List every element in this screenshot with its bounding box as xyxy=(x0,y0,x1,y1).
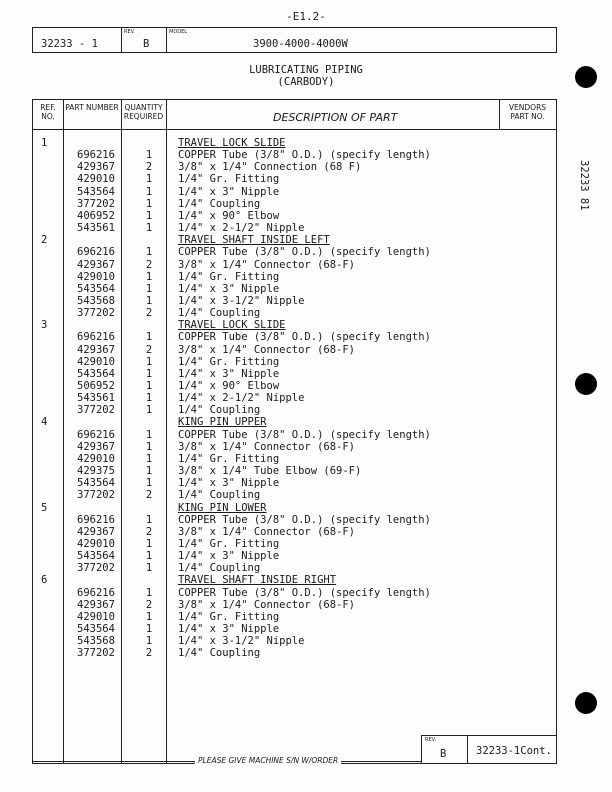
description: 1/4" x 3" Nipple xyxy=(178,367,280,380)
description: 1/4" x 2-1/2" Nipple xyxy=(178,222,305,235)
table-row xyxy=(33,344,556,356)
table-row xyxy=(33,271,556,283)
quantity: 1 xyxy=(145,477,153,490)
footer-note: PLEASE GIVE MACHINE S/N W/ORDER xyxy=(195,756,341,765)
quantity: 1 xyxy=(145,331,153,344)
punch-hole-icon xyxy=(575,373,597,395)
part-number: 543568 xyxy=(77,635,115,648)
table-row xyxy=(33,259,556,271)
column-header-ref: REF. NO. xyxy=(40,103,56,121)
table-row xyxy=(33,647,556,659)
page-number: -E1.2- xyxy=(286,10,326,23)
table-row xyxy=(33,246,556,258)
part-number: 543568 xyxy=(77,294,115,307)
ref-number: 3 xyxy=(41,319,48,332)
parts-table xyxy=(32,99,557,764)
quantity: 1 xyxy=(145,367,153,380)
part-number: 429367 xyxy=(77,343,115,356)
description: COPPER Tube (3/8" O.D.) (specify length) xyxy=(178,586,431,599)
description: 1/4" Gr. Fitting xyxy=(178,173,280,186)
part-number: 543564 xyxy=(77,282,115,295)
description: TRAVEL SHAFT INSIDE RIGHT xyxy=(178,574,337,587)
table-row xyxy=(33,210,556,222)
description: 1/4" x 3" Nipple xyxy=(178,282,280,295)
ref-number: 6 xyxy=(41,574,48,587)
quantity: 1 xyxy=(145,197,153,210)
part-number: 696216 xyxy=(77,428,115,441)
part-number: 429010 xyxy=(77,537,115,550)
description: 1/4" x 3" Nipple xyxy=(178,185,280,198)
quantity: 1 xyxy=(145,209,153,222)
column-header-description: DESCRIPTION OF PART xyxy=(273,111,398,124)
section-heading-row xyxy=(33,137,556,149)
description: 3/8" x 1/4" Connector (68-F) xyxy=(178,598,356,611)
description: 1/4" Coupling xyxy=(178,197,261,210)
description: 1/4" x 90° Elbow xyxy=(178,380,280,392)
table-row xyxy=(33,368,556,380)
part-number: 696216 xyxy=(77,513,115,526)
section-heading-row xyxy=(33,319,556,331)
quantity: 1 xyxy=(145,465,153,478)
quantity: 2 xyxy=(145,161,153,174)
part-number: 696216 xyxy=(77,586,115,599)
part-number: 377202 xyxy=(77,404,115,417)
footer-divider xyxy=(467,736,468,763)
quantity: 1 xyxy=(145,173,153,186)
table-row xyxy=(33,283,556,295)
part-number: 696216 xyxy=(77,331,115,344)
quantity: 1 xyxy=(145,550,153,563)
quantity: 1 xyxy=(145,562,153,575)
description: 3/8" x 1/4" Connection (68 F) xyxy=(178,161,362,174)
quantity: 1 xyxy=(145,610,153,623)
quantity: 1 xyxy=(145,282,153,295)
footer-rev-value: B xyxy=(440,748,447,760)
description: 1/4" x 2-1/2" Nipple xyxy=(178,392,305,405)
quantity: 1 xyxy=(145,586,153,599)
description: 1/4" x 3" Nipple xyxy=(178,623,280,635)
footer-doc-cont: 32233-1Cont. xyxy=(476,745,552,757)
table-row xyxy=(33,538,556,550)
description: COPPER Tube (3/8" O.D.) (specify length) xyxy=(178,246,431,259)
table-row xyxy=(33,550,556,562)
table-row xyxy=(33,307,556,319)
description: 1/4" x 3" Nipple xyxy=(178,477,280,490)
description: 1/4" x 3" Nipple xyxy=(178,550,280,563)
description: 1/4" Coupling xyxy=(178,307,261,320)
description: COPPER Tube (3/8" O.D.) (specify length) xyxy=(178,428,431,441)
quantity: 1 xyxy=(145,392,153,405)
table-row xyxy=(33,623,556,635)
header-box xyxy=(32,27,557,53)
table-row xyxy=(33,465,556,477)
quantity: 1 xyxy=(145,623,153,635)
quantity: 1 xyxy=(145,452,153,465)
part-number: 377202 xyxy=(77,197,115,210)
description: COPPER Tube (3/8" O.D.) (specify length) xyxy=(178,513,431,526)
description: KING PIN UPPER xyxy=(178,416,267,429)
table-row xyxy=(33,562,556,574)
part-number: 429367 xyxy=(77,440,115,453)
section-heading-row xyxy=(33,234,556,246)
description: 1/4" x 3-1/2" Nipple xyxy=(178,635,305,648)
table-row xyxy=(33,404,556,416)
part-number: 543564 xyxy=(77,367,115,380)
table-row xyxy=(33,587,556,599)
quantity: 2 xyxy=(145,307,153,320)
description: 3/8" x 1/4" Connector (68-F) xyxy=(178,258,356,271)
rev-label: REV. xyxy=(124,29,135,35)
ref-number: 4 xyxy=(41,416,48,429)
part-number: 543561 xyxy=(77,222,115,235)
part-number: 429010 xyxy=(77,355,115,368)
section-heading-row xyxy=(33,416,556,428)
section-heading-row xyxy=(33,502,556,514)
description: 1/4" Coupling xyxy=(178,489,261,502)
punch-hole-icon xyxy=(575,66,597,88)
part-number: 543564 xyxy=(77,185,115,198)
column-header-vendors: VENDORS PART NO. xyxy=(508,103,547,121)
table-row xyxy=(33,489,556,501)
model-label: MODEL xyxy=(169,29,188,35)
part-number: 543564 xyxy=(77,477,115,490)
description: TRAVEL LOCK SLIDE xyxy=(178,319,286,332)
part-number: 377202 xyxy=(77,489,115,502)
part-number: 429010 xyxy=(77,610,115,623)
side-stamp: 32233 81 xyxy=(578,160,590,211)
table-row xyxy=(33,477,556,489)
quantity: 1 xyxy=(145,270,153,283)
table-row xyxy=(33,392,556,404)
quantity: 1 xyxy=(145,635,153,648)
part-number: 543564 xyxy=(77,623,115,635)
description: 1/4" Gr. Fitting xyxy=(178,355,280,368)
description: KING PIN LOWER xyxy=(178,501,267,514)
table-row xyxy=(33,295,556,307)
description: COPPER Tube (3/8" O.D.) (specify length) xyxy=(178,331,431,344)
quantity: 1 xyxy=(145,428,153,441)
quantity: 2 xyxy=(145,647,153,660)
description: 1/4" Coupling xyxy=(178,562,261,575)
part-number: 429010 xyxy=(77,452,115,465)
quantity: 1 xyxy=(145,294,153,307)
ref-number: 1 xyxy=(41,137,48,149)
quantity: 2 xyxy=(145,343,153,356)
section-heading-row xyxy=(33,574,556,586)
quantity: 2 xyxy=(145,525,153,538)
quantity: 1 xyxy=(145,513,153,526)
table-row xyxy=(33,356,556,368)
part-number: 543561 xyxy=(77,392,115,405)
header-divider xyxy=(166,28,167,52)
quantity: 1 xyxy=(145,537,153,550)
quantity: 1 xyxy=(145,380,153,392)
table-row xyxy=(33,186,556,198)
part-number: 429010 xyxy=(77,270,115,283)
part-number: 377202 xyxy=(77,562,115,575)
description: 3/8" x 1/4" Connector (68-F) xyxy=(178,525,356,538)
description: 3/8" x 1/4" Connector (68-F) xyxy=(178,440,356,453)
quantity: 1 xyxy=(145,222,153,235)
column-header-part: PART NUMBER xyxy=(65,103,119,112)
part-number: 543564 xyxy=(77,550,115,563)
part-number: 377202 xyxy=(77,647,115,660)
header-rule xyxy=(33,129,556,130)
page-title: LUBRICATING PIPING xyxy=(249,64,363,76)
description: 1/4" Gr. Fitting xyxy=(178,452,280,465)
ref-number: 2 xyxy=(41,234,48,247)
header-divider xyxy=(121,28,122,52)
description: 1/4" Coupling xyxy=(178,647,261,660)
ref-number: 5 xyxy=(41,501,48,514)
quantity: 2 xyxy=(145,258,153,271)
table-row xyxy=(33,635,556,647)
table-row xyxy=(33,331,556,343)
table-row xyxy=(33,149,556,161)
doc-number: 32233 - 1 xyxy=(41,38,98,50)
description: 3/8" x 1/4" Tube Elbow (69-F) xyxy=(178,465,362,478)
table-row xyxy=(33,198,556,210)
description: COPPER Tube (3/8" O.D.) (specify length) xyxy=(178,149,431,162)
table-row xyxy=(33,453,556,465)
part-number: 429367 xyxy=(77,598,115,611)
table-row xyxy=(33,161,556,173)
footer-box xyxy=(421,735,556,763)
part-number: 429367 xyxy=(77,258,115,271)
part-number: 696216 xyxy=(77,149,115,162)
punch-hole-icon xyxy=(575,692,597,714)
table-row xyxy=(33,441,556,453)
column-header-quantity: QUANTITY REQUIRED xyxy=(123,103,164,121)
description: 1/4" x 3-1/2" Nipple xyxy=(178,294,305,307)
part-number: 429010 xyxy=(77,173,115,186)
quantity: 2 xyxy=(145,598,153,611)
part-number: 429375 xyxy=(77,465,115,478)
model-value: 3900-4000-4000W xyxy=(253,38,348,50)
description: 1/4" Gr. Fitting xyxy=(178,610,280,623)
quantity: 1 xyxy=(145,404,153,417)
quantity: 1 xyxy=(145,246,153,259)
table-row xyxy=(33,222,556,234)
part-number: 429367 xyxy=(77,161,115,174)
part-number: 429367 xyxy=(77,525,115,538)
part-number: 377202 xyxy=(77,307,115,320)
table-row xyxy=(33,526,556,538)
description: 1/4" x 90° Elbow xyxy=(178,209,280,222)
part-number: 506952 xyxy=(77,380,115,392)
quantity: 1 xyxy=(145,149,153,162)
quantity: 1 xyxy=(145,355,153,368)
page-subtitle: (CARBODY) xyxy=(277,76,335,88)
table-row xyxy=(33,380,556,392)
description: TRAVEL SHAFT INSIDE LEFT xyxy=(178,234,330,247)
description: 3/8" x 1/4" Connector (68-F) xyxy=(178,343,356,356)
table-row xyxy=(33,514,556,526)
quantity: 1 xyxy=(145,440,153,453)
part-number: 696216 xyxy=(77,246,115,259)
table-row xyxy=(33,173,556,185)
description: TRAVEL LOCK SLIDE xyxy=(178,137,286,149)
rev-value: B xyxy=(143,38,150,50)
quantity: 1 xyxy=(145,185,153,198)
description: 1/4" Gr. Fitting xyxy=(178,270,280,283)
part-number: 406952 xyxy=(77,209,115,222)
quantity: 2 xyxy=(145,489,153,502)
table-row xyxy=(33,611,556,623)
footer-rev-label: REV. xyxy=(425,737,436,743)
table-row xyxy=(33,429,556,441)
description: 1/4" Coupling xyxy=(178,404,261,417)
table-row xyxy=(33,599,556,611)
description: 1/4" Gr. Fitting xyxy=(178,537,280,550)
